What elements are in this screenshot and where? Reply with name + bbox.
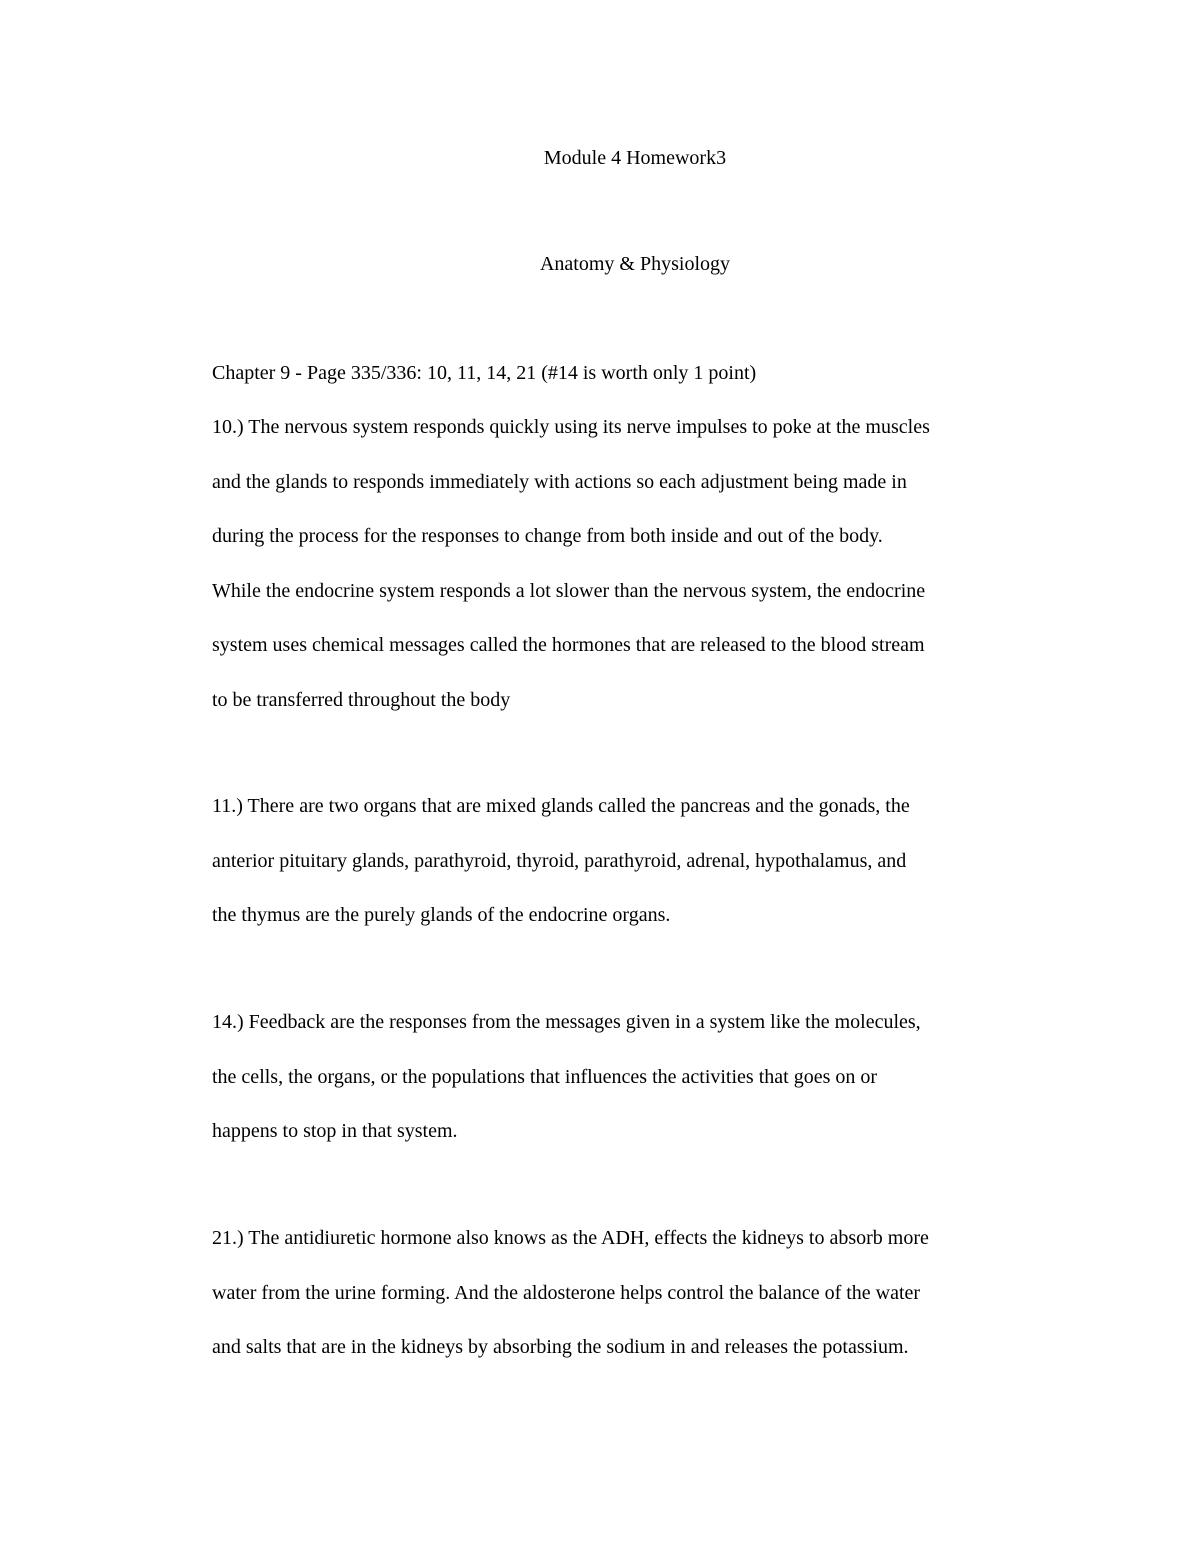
answer-line: 10.) The nervous system responds quickly using its nerve impulses to poke at the muscles bbox=[212, 416, 930, 438]
answer-line: the cells, the organs, or the populations that influences the activities that goes on or bbox=[212, 1065, 878, 1088]
answer-line: While the endocrine system responds a lot slower than the nervous system, the endocrine bbox=[212, 579, 926, 602]
answer-line: anterior pituitary glands, parathyroid, thyroid, parathyroid, adrenal, hypothalamus, and bbox=[212, 849, 907, 872]
answer-line: during the process for the responses to change from both inside and out of the body. bbox=[212, 525, 883, 547]
answer-line: 11.) There are two organs that are mixed glands called the pancreas and the gonads, the bbox=[212, 795, 910, 817]
answer-line: water from the urine forming. And the aldosterone helps control the balance of the water bbox=[212, 1281, 921, 1304]
document-title: Module 4 Homework3 bbox=[543, 147, 727, 169]
answer-line: to be transferred throughout the body bbox=[212, 688, 511, 711]
answer-10 bbox=[212, 400, 1112, 727]
answer-21 bbox=[212, 1211, 1112, 1375]
chapter-reference bbox=[212, 346, 1112, 401]
answer-line: and the glands to responds immediately with actions so each adjustment being made in bbox=[212, 470, 907, 493]
answer-line: and salts that are in the kidneys by absorbing the sodium in and releases the potassium. bbox=[212, 1336, 909, 1358]
document-subtitle: Anatomy & Physiology bbox=[539, 253, 730, 275]
chapter-line: Chapter 9 - Page 335/336: 10, 11, 14, 21 (#14 is worth only 1 point) bbox=[212, 362, 757, 384]
answer-line: system uses chemical messages called the hormones that are released to the blood stream bbox=[212, 634, 925, 656]
answer-line: the thymus are the purely glands of the endocrine organs. bbox=[212, 904, 671, 926]
answer-line: 21.) The antidiuretic hormone also knows as the ADH, effects the kidneys to absorb more bbox=[212, 1227, 929, 1249]
answer-14 bbox=[212, 995, 1112, 1159]
answer-line: 14.) Feedback are the responses from the messages given in a system like the molecules, bbox=[212, 1011, 921, 1033]
answer-line: happens to stop in that system. bbox=[212, 1120, 458, 1142]
answer-11 bbox=[212, 779, 1112, 943]
